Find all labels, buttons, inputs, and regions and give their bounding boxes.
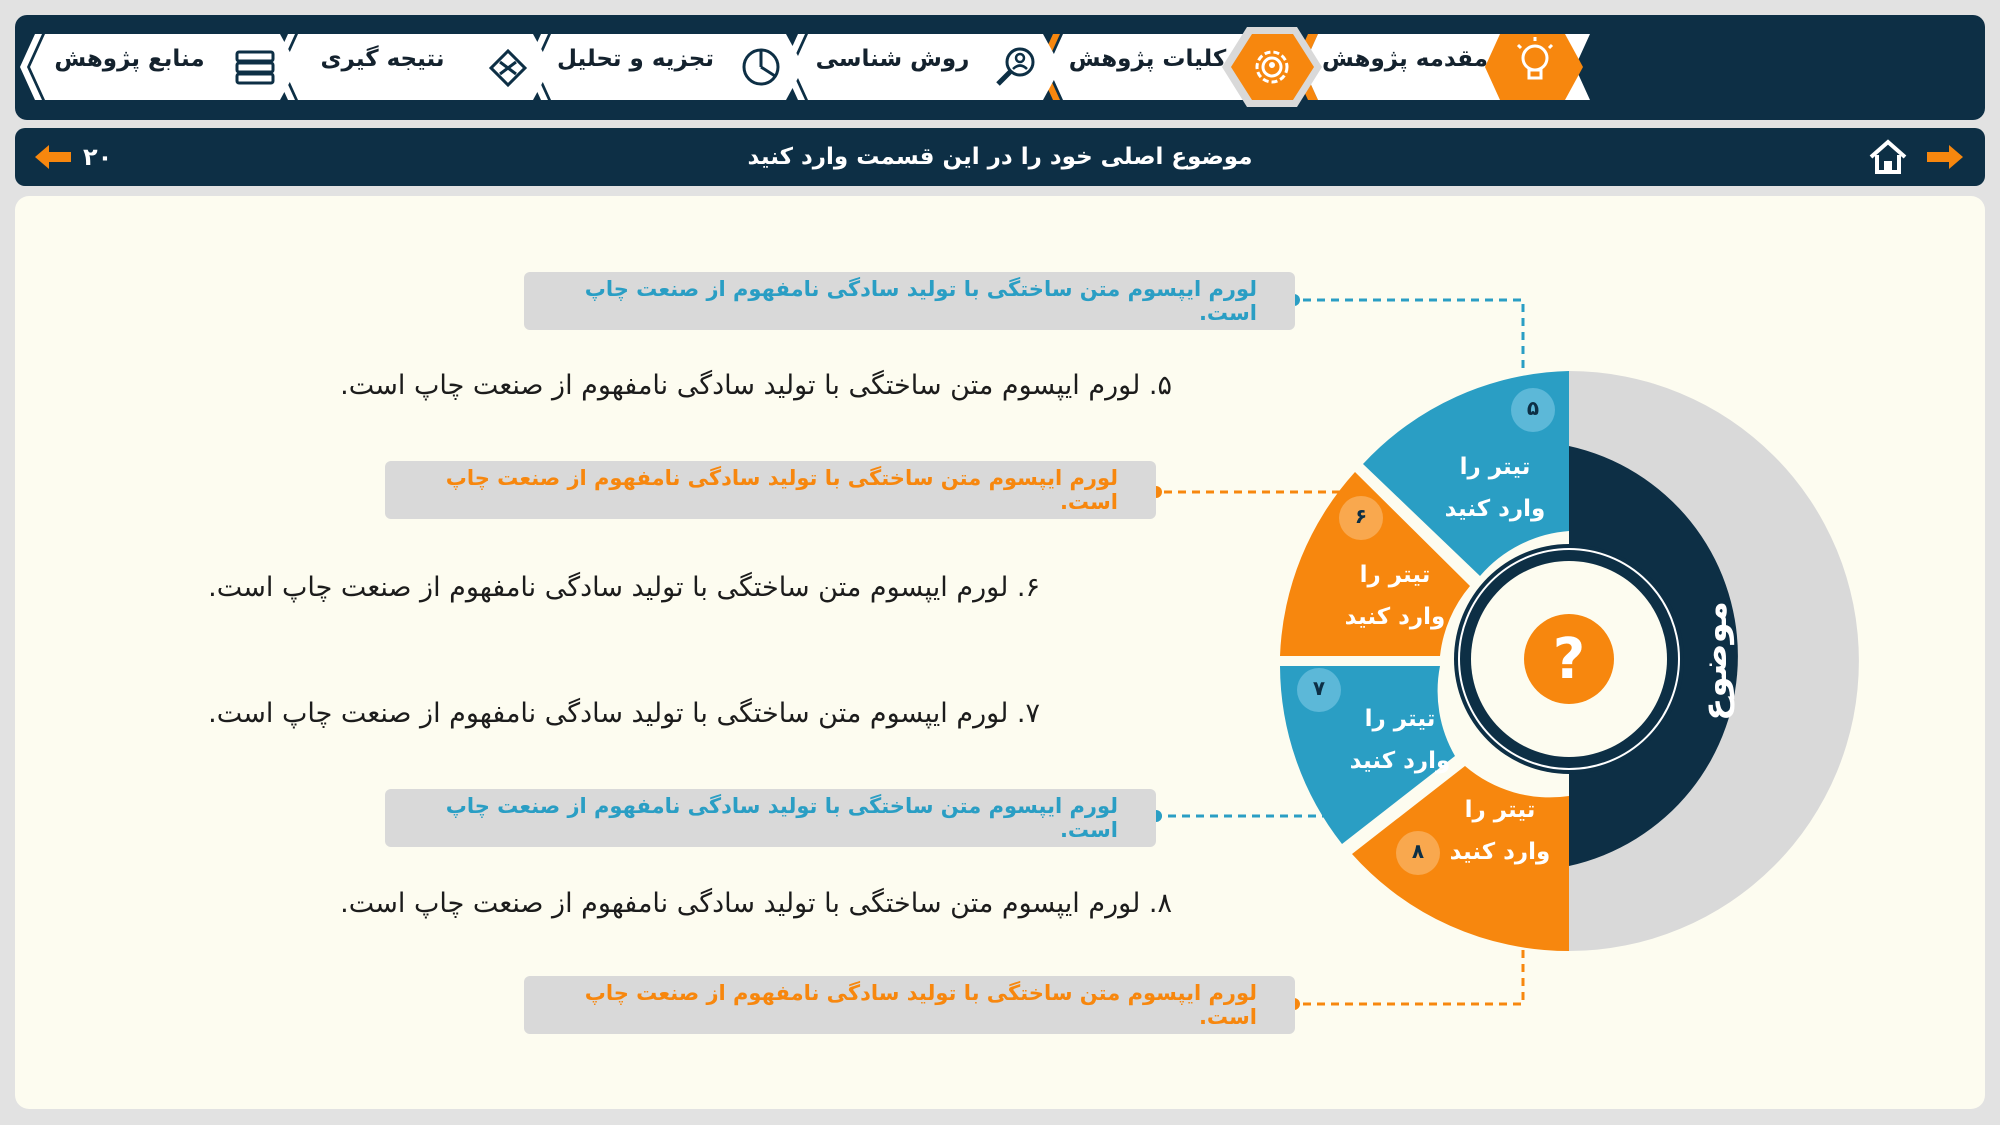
- page-number: ۲۰: [83, 143, 113, 171]
- tab-overview-label: کلیات پژوهش: [1068, 46, 1227, 72]
- step-8: ۸. لورم ایپسوم متن ساختگی با تولید سادگی نامفهوم از صنعت چاپ است.: [340, 888, 1172, 919]
- callout-3: [385, 789, 1156, 847]
- tab-conclusion-label: نتیجه گیری: [320, 46, 445, 72]
- arrow-left-icon[interactable]: [33, 142, 73, 172]
- callout-1-text: لورم ایپسوم متن ساختگی با تولید سادگی نامفهوم از صنعت چاپ است.: [584, 277, 1257, 325]
- puzzle-icon: [472, 32, 542, 102]
- tab-item-references[interactable]: [17, 15, 317, 120]
- diagram: [15, 196, 1985, 1109]
- tab-item-introduction[interactable]: [1290, 15, 1590, 120]
- question-glyph: ?: [1552, 627, 1586, 692]
- step-5: ۵. لورم ایپسوم متن ساختگی با تولید سادگی نامفهوم از صنعت چاپ است.: [340, 370, 1172, 401]
- callout-4: [524, 976, 1295, 1034]
- tab-analysis-label: تجزیه و تحلیل: [557, 46, 714, 72]
- segment-5-title: تیتر را وارد کنید: [1444, 454, 1546, 522]
- segment-8-title: تیتر را وارد کنید: [1449, 797, 1551, 865]
- content-area: [15, 196, 1985, 1109]
- step-6: ۶. لورم ایپسوم متن ساختگی با تولید سادگی نامفهوم از صنعت چاپ است.: [208, 572, 1040, 603]
- segment-6-title: تیتر را وارد کنید: [1344, 562, 1446, 630]
- callout-4-text: لورم ایپسوم متن ساختگی با تولید سادگی نامفهوم از صنعت چاپ است.: [584, 981, 1257, 1029]
- tab-references-label: منابع پژوهش: [54, 46, 205, 72]
- callout-2: [385, 461, 1156, 519]
- badge-5-number: ۵: [1526, 396, 1540, 420]
- callout-2-text: لورم ایپسوم متن ساختگی با تولید سادگی نامفهوم از صنعت چاپ است.: [445, 466, 1118, 514]
- home-icon[interactable]: [1868, 138, 1908, 176]
- step-7: ۷. لورم ایپسوم متن ساختگی با تولید سادگی نامفهوم از صنعت چاپ است.: [208, 698, 1040, 729]
- tab-introduction-label: مقدمه پژوهش: [1322, 46, 1488, 72]
- top-navigation: [15, 15, 1985, 120]
- arrow-right-icon[interactable]: [1925, 142, 1965, 172]
- segment-7-title: تیتر را وارد کنید: [1349, 706, 1451, 774]
- database-icon: [219, 32, 289, 102]
- badge-6-number: ۶: [1354, 504, 1368, 528]
- lightbulb-icon: [1500, 25, 1570, 95]
- search-person-icon: [982, 32, 1052, 102]
- connector-4: [1294, 936, 1523, 1004]
- tab-methodology-wrap[interactable]: [780, 15, 1080, 120]
- tab-methodology-label: روش شناسی: [815, 46, 970, 72]
- callout-3-text: لورم ایپسوم متن ساختگی با تولید سادگی نامفهوم از صنعت چاپ است.: [445, 794, 1118, 842]
- header-bar: [15, 128, 1985, 186]
- callout-1: [524, 272, 1295, 330]
- topic-label: موضوع: [1695, 601, 1735, 721]
- pie-chart-icon: [725, 32, 795, 102]
- badge-8-number: ۸: [1411, 839, 1425, 863]
- page-title: موضوع اصلی خود را در این قسمت وارد کنید: [747, 144, 1253, 170]
- badge-7-number: ۷: [1312, 676, 1326, 700]
- connector-1: [1294, 300, 1523, 368]
